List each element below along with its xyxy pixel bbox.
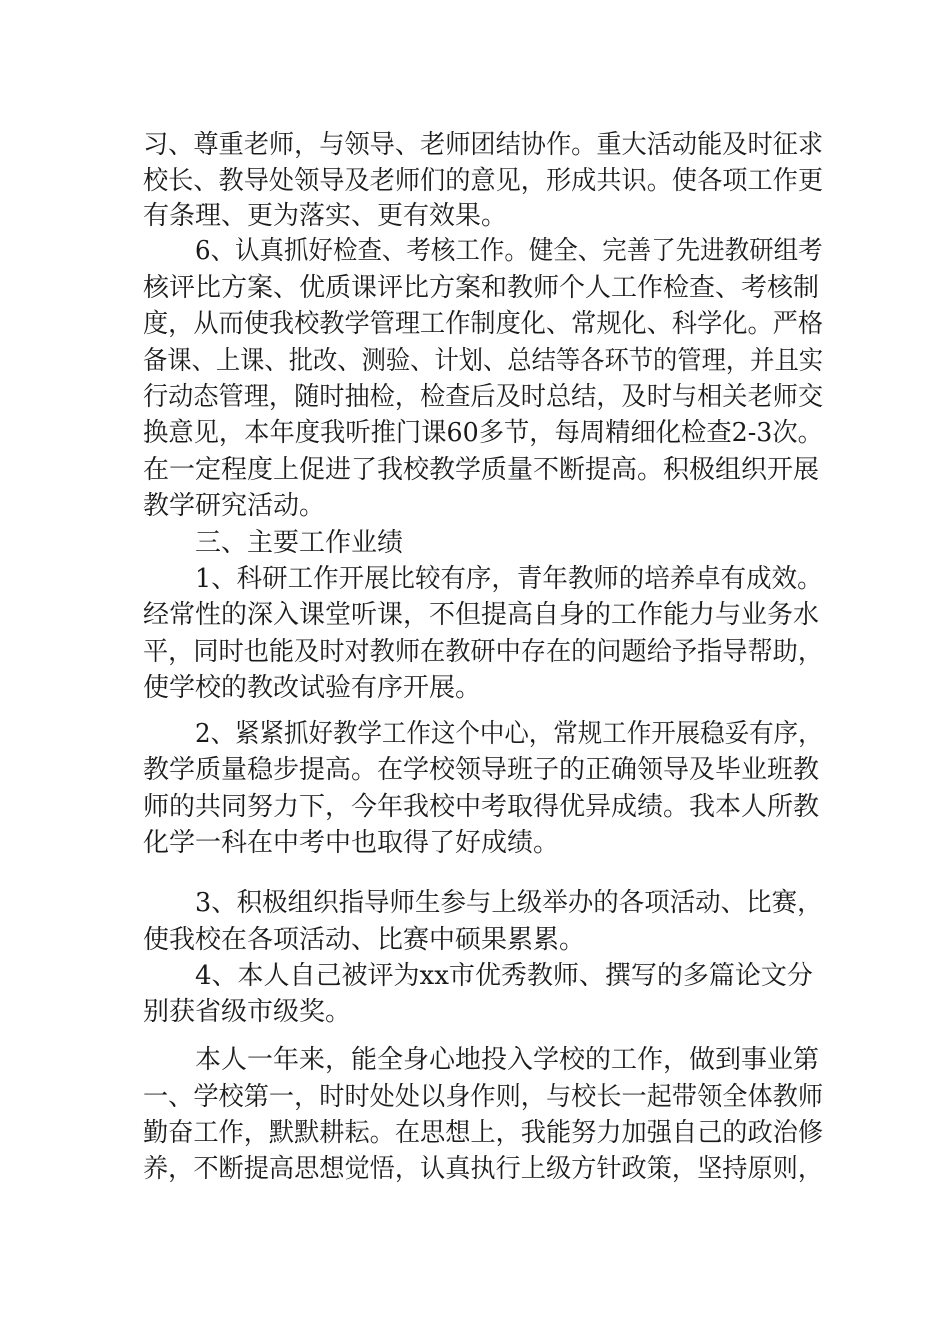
text-line: 养，不断提高思想觉悟，认真执行上级方针政策，坚持原则， bbox=[143, 1154, 824, 1184]
text-line: 使学校的教改试验有序开展。 bbox=[143, 673, 482, 703]
paragraph-start-line: 1、科研工作开展比较有序，青年教师的培养卓有成效。 bbox=[195, 564, 823, 594]
paragraph-start-line: 本人一年来，能全身心地投入学校的工作，做到事业第 bbox=[195, 1045, 820, 1075]
paragraph-start-line: 4、本人自己被评为xx市优秀教师、撰写的多篇论文分 bbox=[195, 961, 813, 991]
text-line: 平，同时也能及时对教师在教研中存在的问题给予指导帮助， bbox=[143, 637, 824, 667]
text-line: 教学研究活动。 bbox=[143, 491, 326, 521]
text-line: 师的共同努力下，今年我校中考取得优异成绩。我本人所教 bbox=[143, 792, 820, 822]
text-line: 习、尊重老师，与领导、老师团结协作。重大活动能及时征求 bbox=[143, 130, 824, 160]
text-line: 使我校在各项活动、比赛中硕果累累。 bbox=[143, 925, 586, 955]
text-line: 换意见，本年度我听推门课60多节，每周精细化检查2-3次。 bbox=[143, 418, 823, 448]
text-line: 化学一科在中考中也取得了好成绩。 bbox=[143, 828, 560, 858]
text-line: 有条理、更为落实、更有效果。 bbox=[143, 201, 508, 231]
text-line: 一、学校第一，时时处处以身作则，与校长一起带领全体教师 bbox=[143, 1082, 824, 1112]
text-line: 别获省级市级奖。 bbox=[143, 997, 352, 1027]
text-line: 教学质量稳步提高。在学校领导班子的正确领导及毕业班教 bbox=[143, 755, 820, 785]
paragraph-start-line: 3、积极组织指导师生参与上级举办的各项活动、比赛， bbox=[195, 888, 823, 918]
paragraph-start-line: 6、认真抓好检查、考核工作。健全、完善了先进教研组考 bbox=[195, 236, 823, 266]
text-line: 度，从而使我校教学管理工作制度化、常规化、科学化。严格 bbox=[143, 309, 824, 339]
text-line: 核评比方案、优质课评比方案和教师个人工作检查、考核制 bbox=[143, 273, 820, 303]
text-line: 行动态管理，随时抽检，检查后及时总结，及时与相关老师交 bbox=[143, 382, 824, 412]
text-line: 校长、教导处领导及老师们的意见，形成共识。使各项工作更 bbox=[143, 166, 824, 196]
paragraph-start-line: 2、紧紧抓好教学工作这个中心，常规工作开展稳妥有序， bbox=[195, 719, 823, 749]
text-line: 备课、上课、批改、测验、计划、总结等各环节的管理，并且实 bbox=[143, 346, 824, 376]
text-line: 在一定程度上促进了我校教学质量不断提高。积极组织开展 bbox=[143, 455, 820, 485]
text-line: 经常性的深入课堂听课，不但提高自身的工作能力与业务水 bbox=[143, 600, 820, 630]
section-heading: 三、主要工作业绩 bbox=[195, 528, 404, 558]
text-line: 勤奋工作，默默耕耘。在思想上，我能努力加强自己的政治修 bbox=[143, 1118, 824, 1148]
